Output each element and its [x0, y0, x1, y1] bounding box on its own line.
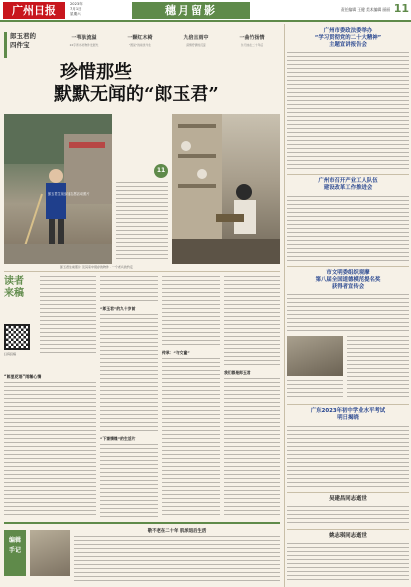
article-divider	[287, 404, 409, 405]
news-column	[287, 24, 409, 587]
body-subhead: 传承：“与女童”	[162, 350, 190, 355]
reader-box	[4, 276, 36, 366]
photo-illustration	[172, 114, 280, 264]
teaser-title: 一曲竹扬情	[239, 35, 265, 41]
sidebar-subhead: “郎里花语”雨稀心情	[4, 374, 42, 379]
body-subhead: 我们都是郎玉君	[224, 370, 251, 375]
article-divider	[287, 174, 409, 175]
qr-caption: 扫码投稿	[4, 352, 17, 356]
editor-note-tag	[4, 530, 26, 576]
reader-title: 来稿	[4, 288, 24, 299]
teaser-item[interactable]	[112, 34, 168, 56]
article-title: 建设改革工作推进会	[323, 185, 373, 191]
teaser-sub: 深情抒情的沉淀	[186, 43, 206, 47]
article-body	[287, 294, 409, 332]
edition-info: 责任编辑 王健 美术编辑 丽丽	[340, 7, 390, 12]
article-body	[347, 336, 409, 400]
body-subhead: “郎玉君”的九十岁前	[100, 306, 136, 311]
column-name-band: 穗月留影	[132, 2, 250, 19]
article-title: 主题宣讲报告会	[329, 42, 367, 48]
article-body	[287, 426, 409, 488]
body-col-1b	[100, 314, 158, 432]
headline-line: 珍惜那些	[60, 62, 132, 83]
obituary[interactable]	[287, 496, 409, 503]
body-subhead: “下课情缘”的生活片	[100, 436, 136, 441]
article-title: 姚志琪同志逝世	[329, 533, 367, 539]
article-body	[287, 380, 343, 400]
teaser-item[interactable]	[168, 34, 224, 56]
pull-quote-column	[116, 114, 168, 264]
date-line: 7月1日	[70, 7, 82, 11]
section-tag-title: 郎玉君的	[10, 32, 36, 40]
article-title: “学习贯彻党的二十大精神”	[314, 35, 382, 41]
feature-page	[0, 24, 282, 587]
badge: 11	[154, 164, 168, 178]
article-photo	[287, 336, 343, 376]
tag-line: 手记	[8, 547, 21, 554]
pull-quote-text	[116, 182, 168, 262]
teaser-title: 九倍且雨中	[183, 35, 209, 41]
section-tag	[4, 32, 46, 58]
article-title: 获得者宣传会	[331, 284, 365, 290]
news-article[interactable]	[287, 408, 409, 422]
date-line: 2023年	[70, 2, 83, 6]
body-col-2	[162, 276, 220, 346]
article-title: 吴建昌同志逝世	[329, 496, 367, 502]
news-article[interactable]	[287, 178, 409, 192]
photo-illustration	[4, 114, 112, 264]
body-col-1c	[100, 444, 158, 518]
news-article[interactable]	[287, 270, 409, 291]
bottom-feature	[4, 522, 280, 584]
issue-date	[70, 2, 92, 17]
teaser-row	[56, 34, 280, 56]
article-body	[287, 196, 409, 262]
article-title: 第八届全国道德模范提名奖	[315, 277, 381, 283]
headline-line: 默默无闻的“郎玉君”	[54, 84, 219, 105]
date-line: 星期六	[70, 12, 81, 16]
bottom-feature-body	[74, 536, 280, 582]
photo-workshop	[172, 114, 280, 264]
teaser-title: 一苇驮流溢	[71, 35, 97, 41]
article-divider	[287, 529, 409, 530]
teaser-sub: 乐天地在二十年后	[240, 43, 264, 47]
reader-title: 读者	[4, 276, 24, 287]
teaser-sub: 24字背书老物件发展光	[69, 43, 99, 47]
photo-caption: 郎玉君生前照片 及其家中现存的物件 · 一个老兵的约定	[60, 265, 133, 269]
body-col-3b	[224, 378, 280, 518]
body-col-2b	[162, 358, 220, 518]
newspaper-logo: 广州日报	[3, 2, 65, 19]
tag-line: 编辑	[8, 537, 21, 544]
body-col-3	[224, 276, 280, 366]
masthead	[0, 0, 411, 22]
body-col-1	[100, 276, 158, 302]
article-title: 市文明委组织观摩	[326, 270, 370, 276]
article-title: 广州市委政法委举办	[323, 28, 373, 34]
article-title: 广东2023年初中学业水平考试	[310, 408, 386, 414]
teaser-item[interactable]	[224, 34, 280, 56]
sidebar-body	[4, 382, 96, 518]
divider	[4, 271, 280, 272]
article-divider	[287, 492, 409, 493]
reader-intro-text	[40, 276, 96, 356]
article-title: 明日揭晓	[337, 415, 359, 421]
news-article[interactable]	[287, 28, 409, 49]
qr-code[interactable]	[4, 324, 30, 350]
article-body	[287, 52, 409, 170]
photo-caption-overlay: 郎玉君生前参加志愿活动照片	[48, 192, 90, 196]
article-body	[287, 543, 409, 583]
main-headline	[54, 62, 282, 106]
page-number: 11	[393, 2, 409, 15]
article-body	[287, 506, 409, 526]
teaser-sub: “图说”的前世今生	[128, 43, 152, 47]
section-tag-subtitle: 四件宝	[10, 41, 30, 49]
page-divider	[284, 24, 285, 587]
bottom-feature-title: 敬不老在二十年 肌浓退后生活	[147, 529, 207, 534]
teaser-item[interactable]	[56, 34, 112, 56]
article-divider	[287, 266, 409, 267]
obituary[interactable]	[287, 533, 409, 540]
bottom-photo	[30, 530, 70, 576]
photo-volunteer	[4, 114, 112, 264]
teaser-title: 一颗红木椅	[127, 35, 153, 41]
article-title: 广州市召开产业工人队伍	[318, 178, 378, 184]
